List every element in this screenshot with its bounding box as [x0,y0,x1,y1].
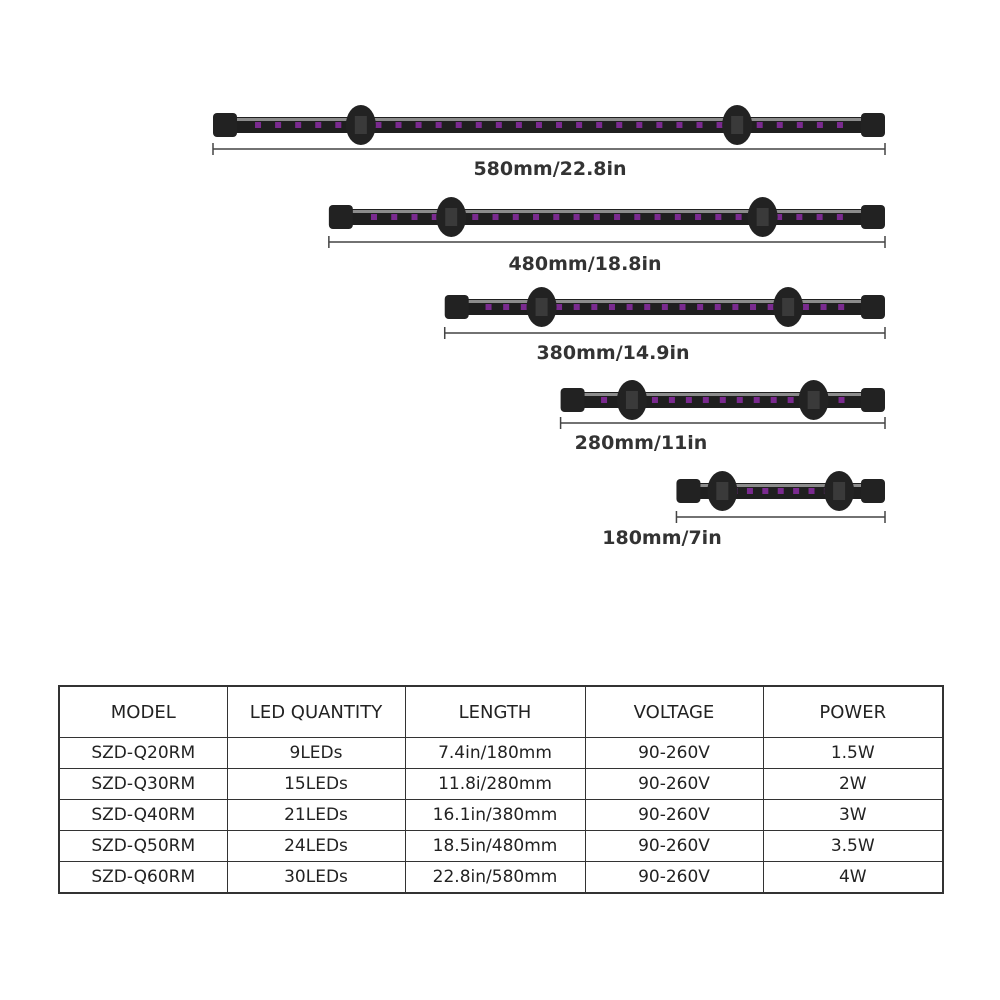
led [596,122,602,128]
spec-table [58,685,944,894]
led [717,122,723,128]
cell-led-quantity: 21LEDs [227,800,405,831]
led [720,397,726,403]
led [594,214,600,220]
led [521,304,527,310]
led-tube-380 [445,287,885,339]
led [493,214,499,220]
cell-length: 22.8in/580mm [405,862,585,894]
header-voltage: VOLTAGE [585,686,763,738]
led [757,122,763,128]
led [574,214,580,220]
led [391,214,397,220]
led [679,304,685,310]
cell-voltage: 90-260V [585,769,763,800]
led [788,397,794,403]
led [732,304,738,310]
led [513,214,519,220]
led [736,214,742,220]
led [335,122,341,128]
led [655,214,661,220]
led [616,122,622,128]
end-cap-left [445,295,469,319]
led [837,122,843,128]
led [556,304,562,310]
led [574,304,580,310]
led [715,214,721,220]
cell-power: 3W [763,800,943,831]
dimension-label-580: 580mm/22.8in [473,158,627,180]
led [255,122,261,128]
clip [833,482,845,500]
table-row [59,862,943,894]
cell-led-quantity: 24LEDs [227,831,405,862]
cell-length: 7.4in/180mm [405,738,585,769]
led [275,122,281,128]
cell-power: 1.5W [763,738,943,769]
led [652,397,658,403]
tube-highlight [465,300,865,303]
led [762,488,768,494]
led [715,304,721,310]
led [315,122,321,128]
cell-voltage: 90-260V [585,738,763,769]
led [676,122,682,128]
led [656,122,662,128]
led [695,214,701,220]
led [556,122,562,128]
led [375,122,381,128]
led [496,122,502,128]
led [796,214,802,220]
led [644,304,650,310]
header-led-quantity: LED QUANTITY [227,686,405,738]
led [797,122,803,128]
led [476,122,482,128]
clip [445,208,457,226]
led [768,304,774,310]
cell-model: SZD-Q40RM [59,800,227,831]
cell-led-quantity: 30LEDs [227,862,405,894]
led [754,397,760,403]
header-power: POWER [763,686,943,738]
led [436,122,442,128]
tube-highlight [349,210,865,213]
led [553,214,559,220]
led [777,122,783,128]
end-cap-right [861,388,885,412]
led [536,122,542,128]
led [371,214,377,220]
led [627,304,633,310]
clip [757,208,769,226]
led [778,488,784,494]
end-cap-right [861,205,885,229]
led [686,397,692,403]
tube-highlight [233,118,865,121]
led-tube-280 [561,380,885,429]
cell-power: 3.5W [763,831,943,862]
end-cap-left [676,479,700,503]
end-cap-right [861,113,885,137]
led [601,397,607,403]
led [533,214,539,220]
led [634,214,640,220]
clip [626,391,638,409]
led [839,397,845,403]
end-cap-right [861,479,885,503]
clip [355,116,367,134]
cell-voltage: 90-260V [585,800,763,831]
led [416,122,422,128]
led [697,304,703,310]
dimension-label-380: 380mm/14.9in [536,342,690,364]
led-tube-480 [329,197,885,248]
led [609,304,615,310]
led [821,304,827,310]
led [456,122,462,128]
cell-power: 2W [763,769,943,800]
table-row [59,800,943,831]
led [750,304,756,310]
led [817,122,823,128]
led [591,304,597,310]
led [793,488,799,494]
end-cap-right [861,295,885,319]
led [636,122,642,128]
cell-model: SZD-Q30RM [59,769,227,800]
header-model: MODEL [59,686,227,738]
clip [731,116,743,134]
cell-voltage: 90-260V [585,831,763,862]
cell-voltage: 90-260V [585,862,763,894]
spec-table-header-row [59,686,943,738]
led [396,122,402,128]
clip [782,298,794,316]
led [295,122,301,128]
led [837,214,843,220]
dimension-label-280: 280mm/11in [574,432,708,454]
table-row [59,769,943,800]
led-tube-180 [676,471,885,523]
cell-led-quantity: 15LEDs [227,769,405,800]
led [747,488,753,494]
led [516,122,522,128]
led [809,488,815,494]
clip [716,482,728,500]
table-row [59,831,943,862]
cell-power: 4W [763,862,943,894]
led [614,214,620,220]
led [803,304,809,310]
cell-model: SZD-Q60RM [59,862,227,894]
end-cap-left [561,388,585,412]
cell-model: SZD-Q20RM [59,738,227,769]
end-cap-left [213,113,237,137]
end-cap-left [329,205,353,229]
dimension-label-180: 180mm/7in [602,527,722,549]
cell-led-quantity: 9LEDs [227,738,405,769]
led [662,304,668,310]
cell-length: 16.1in/380mm [405,800,585,831]
cell-length: 18.5in/480mm [405,831,585,862]
table-row [59,738,943,769]
dimension-label-480: 480mm/18.8in [508,253,662,275]
clip [536,298,548,316]
header-length: LENGTH [405,686,585,738]
led [675,214,681,220]
led [703,397,709,403]
cell-length: 11.8i/280mm [405,769,585,800]
led [576,122,582,128]
led [669,397,675,403]
led [503,304,509,310]
led [737,397,743,403]
led [412,214,418,220]
led [771,397,777,403]
clip [808,391,820,409]
cell-model: SZD-Q50RM [59,831,227,862]
led [838,304,844,310]
led [472,214,478,220]
led [486,304,492,310]
led [697,122,703,128]
led [817,214,823,220]
led-tube-580 [213,105,885,155]
